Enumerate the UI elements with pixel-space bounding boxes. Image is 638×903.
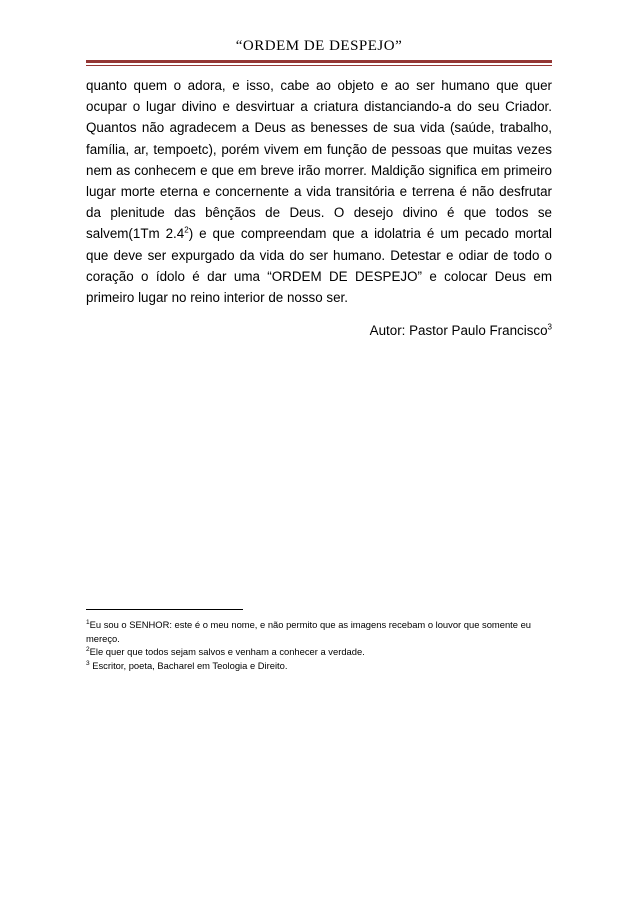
body-text-part-2: ) e que compreendam que a idolatria é um pecado mortal que deve ser expurgado da vida do ser humano. Detestar e odiar de todo o coração o ídolo é dar uma “ORDEM DE DESPEJO” e colocar Deus em primeiro lugar no reino interior de nosso ser.	[86, 226, 552, 306]
footnote-separator	[86, 609, 243, 610]
body-text-part-1: quanto quem o adora, e isso, cabe ao objeto e ao ser humano que quer ocupar o lugar divino e desvirtuar a criatura distanciando-a do seu Criador. Quantos não agradecem a Deus as benesses de sua vida (saúde, trabalho, família, ar, tempoetc), porém vivem em função de pessoas que muitas vezes nem as conhecem e que em breve irão morrer. Maldição significa em primeiro lugar morte eterna e concernente a vida transitória e terrena é não desfrutar da plenitude das bênçãos de Deus. O desejo divino é que todos se salvem(1Tm 2.4	[86, 78, 552, 242]
footnote-text: Escritor, poeta, Bacharel em Teologia e Direito.	[89, 659, 288, 671]
author-text: Autor: Pastor Paulo Francisco	[369, 323, 548, 338]
body-paragraph	[86, 75, 552, 308]
author-signature	[370, 320, 552, 341]
page-title: “ORDEM DE DESPEJO”	[235, 38, 403, 54]
footnote-text: Eu sou o SENHOR: este é o meu nome, e não permito que as imagens recebam o louvor que somente eu mereço.	[86, 619, 532, 644]
footnote-2	[86, 645, 552, 659]
footnote-mark: 1	[86, 618, 90, 626]
header-rule-thick	[86, 60, 552, 63]
header-rule-thin	[86, 65, 552, 66]
footnote-mark: 2	[86, 645, 90, 653]
footnotes-section	[86, 618, 552, 672]
footnote-1	[86, 618, 552, 645]
footnote-mark: 3	[86, 659, 90, 667]
footnote-text: Ele quer que todos sejam salvos e venham a conhecer a verdade.	[89, 646, 365, 657]
footnote-3	[86, 659, 552, 673]
footnote-ref-3: 3	[547, 322, 552, 332]
footnote-ref-2: 2	[184, 225, 189, 235]
